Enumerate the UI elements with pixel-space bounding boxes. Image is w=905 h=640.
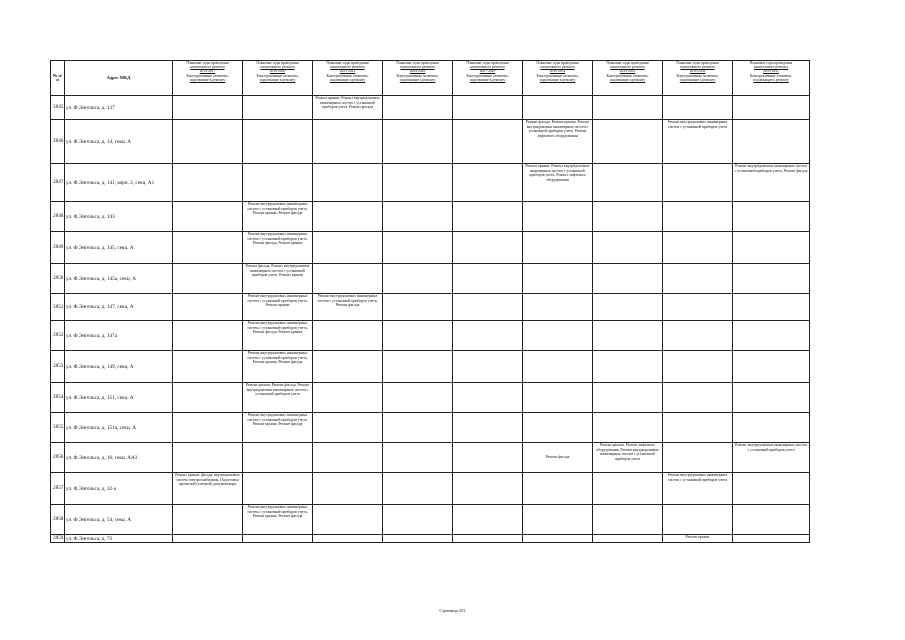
- row-address: ул. Ф.Энгельса, д. 32-а: [65, 473, 173, 505]
- repair-cell: Ремонт внутридомовых инженерных систем с установкой приборов учета: [663, 120, 733, 164]
- repair-cell: [593, 164, 663, 202]
- repair-cell: [313, 351, 383, 383]
- header-line: капитального ремонта: [400, 65, 435, 70]
- row-address: ул. Ф.Энгельса, д. 54, секц. А: [65, 505, 173, 535]
- row-number: 2859: [51, 535, 65, 543]
- repair-cell: [663, 264, 733, 294]
- row-address: ул. Ф.Энгельса, д. 151а, секц. А: [65, 413, 173, 443]
- repair-cell: [593, 232, 663, 264]
- repair-cell: [523, 264, 593, 294]
- repair-cell: Ремонт крыши, Ремонт фасада, Ремонт внутридомовых инженерных систем с установкой приборов учета: [243, 383, 313, 413]
- repair-cell: Ремонт внутридомовых инженерных систем с установкой приборов учета, Ремонт крыши, Ремонт фасада: [243, 351, 313, 383]
- table-body: [51, 96, 810, 543]
- repair-cell: [593, 321, 663, 351]
- header-line: 2024-2026: [409, 69, 426, 74]
- table-row: [51, 413, 810, 443]
- table-row: [51, 473, 810, 505]
- repair-cell: [313, 383, 383, 413]
- repair-cell: Ремонт крыши, фасада, внутридомовых систем электроснабжения. Подготовка проектной (сметной) документации: [173, 473, 243, 505]
- repair-cell: [593, 294, 663, 321]
- header-line: Конструктивные элементы,: [256, 73, 299, 78]
- header-period: [733, 61, 810, 96]
- table-row: [51, 294, 810, 321]
- repair-cell: [383, 202, 453, 232]
- header-line: Конструктивные элементы,: [466, 73, 509, 78]
- repair-cell: [523, 321, 593, 351]
- repair-cell: [733, 383, 810, 413]
- repair-cell: Ремонт фасада, Ремонт крыши, Ремонт внутридомовых инженерных систем с установкой приборов учета, Ремонт лифтового оборудования: [523, 120, 593, 164]
- repair-cell: [523, 383, 593, 413]
- row-address: ул. Ф.Энгельса, д. 137: [65, 96, 173, 120]
- repair-cell: Ремонт внутридомовых инженерных систем с установкой приборов учета, Ремонт фасада: [313, 294, 383, 321]
- repair-cell: [663, 321, 733, 351]
- repair-cell: Ремонт внутридомовых инженерных систем с установкой приборов учета: [733, 443, 810, 473]
- repair-cell: [523, 505, 593, 535]
- header-number: № п/п: [51, 61, 65, 96]
- repair-cell: [173, 202, 243, 232]
- repair-cell: [383, 264, 453, 294]
- header-line: Плановые годы проведения: [326, 61, 369, 65]
- repair-cell: [173, 351, 243, 383]
- row-address: ул. Ф.Энгельса, д. 151, секц. А: [65, 383, 173, 413]
- repair-cell: [383, 164, 453, 202]
- repair-cell: [523, 535, 593, 543]
- repair-cell: [383, 413, 453, 443]
- repair-cell: [453, 413, 523, 443]
- repair-cell: [453, 443, 523, 473]
- repair-cell: [523, 202, 593, 232]
- repair-cell: [663, 294, 733, 321]
- table-row: [51, 164, 810, 202]
- repair-cell: [173, 96, 243, 120]
- header-line: капитального ремонта: [260, 65, 295, 70]
- repair-cell: [523, 413, 593, 443]
- repair-cell: [383, 443, 453, 473]
- header-line: капитального ремонта: [680, 65, 715, 70]
- repair-cell: [313, 202, 383, 232]
- repair-cell: [453, 383, 523, 413]
- repair-cell: [243, 120, 313, 164]
- repair-cell: [173, 321, 243, 351]
- header-line: 2027-2029: [479, 69, 496, 74]
- header-line: Плановые годы проведения: [186, 61, 229, 65]
- header-line: капитального ремонта: [470, 65, 505, 70]
- row-address: ул. Ф.Энгельса, д. 149, секц. А: [65, 351, 173, 383]
- repair-cell: [383, 351, 453, 383]
- repair-cell: [733, 294, 810, 321]
- repair-cell: [453, 535, 523, 543]
- header-line: подлежащие к ремонту: [753, 77, 789, 82]
- row-address: ул. Ф.Энгельса, д. 147а: [65, 321, 173, 351]
- repair-cell: Ремонт крыши, Ремонт внутридомовых инженерных систем с установкой приборов учета, Ремонт фасада: [313, 96, 383, 120]
- header-line: Конструктивные элементы,: [396, 73, 439, 78]
- header-period: [523, 61, 593, 96]
- header-line: 2021-2023: [339, 69, 356, 74]
- repair-cell: [733, 351, 810, 383]
- table-row: [51, 96, 810, 120]
- repair-cell: [733, 96, 810, 120]
- header-period: [453, 61, 523, 96]
- repair-cell: [173, 164, 243, 202]
- repair-cell: [383, 383, 453, 413]
- row-number: 2850: [51, 264, 65, 294]
- repair-cell: [523, 96, 593, 120]
- repair-cell: [523, 294, 593, 321]
- repair-cell: [243, 443, 313, 473]
- header-address: Адрес МКД: [65, 61, 173, 96]
- repair-cell: Ремонт внутридомовых инженерных систем с установкой приборов учета, Ремонт фасада: [733, 164, 810, 202]
- repair-cell: Ремонт внутридомовых инженерных систем с установкой приборов учета, Ремонт фасада, Ремонт крыши: [243, 232, 313, 264]
- repair-cell: [453, 120, 523, 164]
- repair-cell: [593, 505, 663, 535]
- repair-cell: [313, 535, 383, 543]
- header-period: [173, 61, 243, 96]
- repair-cell: [453, 321, 523, 351]
- table-row: [51, 505, 810, 535]
- repair-cell: [173, 120, 243, 164]
- repair-cell: [313, 321, 383, 351]
- repair-cell: [243, 96, 313, 120]
- header-line: 2033-2035: [619, 69, 636, 74]
- repair-cell: [593, 120, 663, 164]
- repair-cell: [453, 96, 523, 120]
- table-row: [51, 321, 810, 351]
- repair-cell: [313, 264, 383, 294]
- repair-cell: [173, 443, 243, 473]
- header-line: 2030-2032: [549, 69, 566, 74]
- repair-cell: [313, 473, 383, 505]
- repair-cell: [313, 232, 383, 264]
- repair-cell: [733, 264, 810, 294]
- table-row: [51, 351, 810, 383]
- repair-cell: [733, 413, 810, 443]
- repair-cell: [733, 202, 810, 232]
- page-number: Страница 252: [439, 608, 466, 613]
- header-line: подлежащие к ремонту: [679, 77, 716, 82]
- repair-cell: [313, 413, 383, 443]
- header-line: 2039-2041: [763, 69, 779, 74]
- repair-cell: [663, 202, 733, 232]
- repair-cell: Ремонт внутридомовых инженерных систем с установкой приборов учета, Ремонт крыши, Ремонт фасада: [243, 413, 313, 443]
- repair-cell: [523, 351, 593, 383]
- repair-cell: [453, 351, 523, 383]
- repair-cell: [173, 413, 243, 443]
- repair-cell: [453, 294, 523, 321]
- table-row: [51, 232, 810, 264]
- repair-cell: Ремонт внутридомовых инженерных систем с установкой приборов учета: [663, 473, 733, 505]
- row-address: ул. Ф.Энгельса, д. 145, секц. А: [65, 232, 173, 264]
- header-line: Конструктивные элементы,: [750, 73, 792, 78]
- row-number: 2858: [51, 505, 65, 535]
- repair-cell: [523, 473, 593, 505]
- repair-cell: Ремонт крыши, Ремонт лифтового оборудования, Ремонт внутридомовых инженерных систем с установкой приборов учета: [593, 443, 663, 473]
- row-address: ул. Ф.Энгельса, д. 16, секц. АА3: [65, 443, 173, 473]
- repair-cell: [313, 164, 383, 202]
- table-header: [51, 61, 810, 96]
- repair-cell: [173, 264, 243, 294]
- header-line: Плановые годы проведения: [606, 61, 649, 65]
- header-period: [593, 61, 663, 96]
- header-line: Плановые годы проведения: [749, 61, 793, 65]
- repair-schedule-table: [50, 60, 810, 543]
- repair-cell: [173, 383, 243, 413]
- repair-cell: [593, 413, 663, 443]
- repair-cell: [663, 413, 733, 443]
- row-number: 2851: [51, 294, 65, 321]
- repair-cell: [663, 232, 733, 264]
- row-number: 2854: [51, 383, 65, 413]
- repair-cell: [663, 383, 733, 413]
- repair-cell: [453, 505, 523, 535]
- row-number: 2857: [51, 473, 65, 505]
- header-line: Плановые годы проведения: [396, 61, 439, 65]
- repair-cell: [663, 443, 733, 473]
- header-period: [663, 61, 733, 96]
- repair-cell: [593, 383, 663, 413]
- header-line: подлежащие к ремонту: [469, 77, 506, 82]
- row-number: 2855: [51, 413, 65, 443]
- header-line: подлежащие к ремонту: [259, 77, 296, 82]
- repair-cell: [173, 294, 243, 321]
- repair-cell: [383, 96, 453, 120]
- row-address: ул. Ф.Энгельса, д. 73: [65, 535, 173, 543]
- header-line: капитального ремонта: [540, 65, 575, 70]
- repair-cell: [383, 232, 453, 264]
- repair-cell: Ремонт внутридомовых инженерных систем с установкой приборов учета, Ремонт крыши, Ремонт фасада: [243, 505, 313, 535]
- table-row: [51, 443, 810, 473]
- header-line: Конструктивные элементы,: [676, 73, 719, 78]
- repair-cell: Ремонт внутридомовых инженерных систем с установкой приборов учета, Ремонт фасада, Ремонт крыши: [243, 321, 313, 351]
- repair-cell: Ремонт фасада, Ремонт внутридомовых инженерных систем с установкой приборов учета, Ремонт крыши: [243, 264, 313, 294]
- header-line: Плановые годы проведения: [536, 61, 579, 65]
- repair-cell: Ремонт крыши, Ремонт внутридомовых инженерных систем с установкой приборов учета, Ремонт лифтового оборудования: [523, 164, 593, 202]
- repair-cell: [593, 351, 663, 383]
- row-address: ул. Ф.Энгельса, д. 143: [65, 202, 173, 232]
- row-number: 2853: [51, 351, 65, 383]
- header-period: [383, 61, 453, 96]
- repair-cell: [593, 202, 663, 232]
- repair-cell: [243, 535, 313, 543]
- header-line: Плановые годы проведения: [676, 61, 719, 65]
- repair-cell: [593, 535, 663, 543]
- repair-cell: [383, 294, 453, 321]
- row-address: ул. Ф.Энгельса, д. 141, корп. 2, секц. А1: [65, 164, 173, 202]
- repair-cell: [663, 164, 733, 202]
- table-row: [51, 264, 810, 294]
- repair-cell: [453, 232, 523, 264]
- header-period: [313, 61, 383, 96]
- header-line: капитального ремонта: [330, 65, 365, 70]
- header-line: 2018-2020: [269, 69, 286, 74]
- repair-cell: Ремонт внутридомовых инженерных систем с установкой приборов учета, Ремонт крыши, Ремонт фасада: [243, 202, 313, 232]
- row-number: 2846: [51, 120, 65, 164]
- header-line: Конструктивные элементы,: [606, 73, 649, 78]
- row-number: 2848: [51, 202, 65, 232]
- header-row: [51, 61, 810, 96]
- row-address: ул. Ф.Энгельса, д. 147, секц. А: [65, 294, 173, 321]
- header-line: Конструктивные элементы,: [536, 73, 579, 78]
- repair-cell: [663, 505, 733, 535]
- repair-cell: [383, 321, 453, 351]
- table-row: [51, 535, 810, 543]
- header-line: подлежащие к ремонту: [609, 77, 646, 82]
- repair-cell: [733, 321, 810, 351]
- header-line: подлежащие к ремонту: [329, 77, 366, 82]
- row-address: ул. Ф.Энгельса, д. 145а, секц. А: [65, 264, 173, 294]
- repair-cell: [733, 232, 810, 264]
- header-line: 2036-2038: [689, 69, 706, 74]
- header-line: Конструктивные элементы,: [326, 73, 369, 78]
- repair-cell: Ремонт крыши: [663, 535, 733, 543]
- repair-cell: [523, 232, 593, 264]
- repair-cell: [173, 535, 243, 543]
- repair-cell: [453, 164, 523, 202]
- header-line: Плановые годы проведения: [256, 61, 299, 65]
- header-line: подлежащие к ремонту: [399, 77, 436, 82]
- repair-cell: [593, 473, 663, 505]
- row-address: ул. Ф.Энгельса, д. 14, секц. А: [65, 120, 173, 164]
- header-line: капитального ремонта: [190, 65, 225, 70]
- header-period: [243, 61, 313, 96]
- repair-cell: Ремонт фасада: [523, 443, 593, 473]
- header-line: 2014-2017: [199, 69, 216, 74]
- repair-cell: [593, 96, 663, 120]
- header-line: Плановые годы проведения: [466, 61, 509, 65]
- row-number: 2845: [51, 96, 65, 120]
- repair-cell: [313, 120, 383, 164]
- repair-cell: [663, 351, 733, 383]
- repair-cell: [733, 120, 810, 164]
- repair-cell: [733, 535, 810, 543]
- table-row: [51, 120, 810, 164]
- header-line: капитального ремонта: [610, 65, 645, 70]
- repair-cell: [733, 505, 810, 535]
- row-number: 2856: [51, 443, 65, 473]
- repair-cell: [383, 535, 453, 543]
- row-number: 2852: [51, 321, 65, 351]
- repair-cell: [453, 202, 523, 232]
- table-row: [51, 383, 810, 413]
- repair-cell: [243, 164, 313, 202]
- repair-cell: [453, 264, 523, 294]
- repair-cell: Ремонт внутридомовых инженерных систем с установкой приборов учета, Ремонт крыши: [243, 294, 313, 321]
- header-line: Конструктивные элементы,: [186, 73, 229, 78]
- header-line: капитального ремонта: [753, 65, 789, 70]
- row-number: 2849: [51, 232, 65, 264]
- repair-cell: [313, 505, 383, 535]
- repair-cell: [453, 473, 523, 505]
- repair-cell: [313, 443, 383, 473]
- header-line: подлежащие к ремонту: [539, 77, 576, 82]
- row-number: 2847: [51, 164, 65, 202]
- repair-cell: [383, 473, 453, 505]
- repair-cell: [173, 232, 243, 264]
- repair-cell: [383, 120, 453, 164]
- repair-cell: [173, 505, 243, 535]
- repair-cell: [593, 264, 663, 294]
- repair-cell: [243, 473, 313, 505]
- repair-cell: [733, 473, 810, 505]
- table-row: [51, 202, 810, 232]
- repair-cell: [663, 96, 733, 120]
- repair-cell: [383, 505, 453, 535]
- header-line: подлежащие к ремонту: [189, 77, 226, 82]
